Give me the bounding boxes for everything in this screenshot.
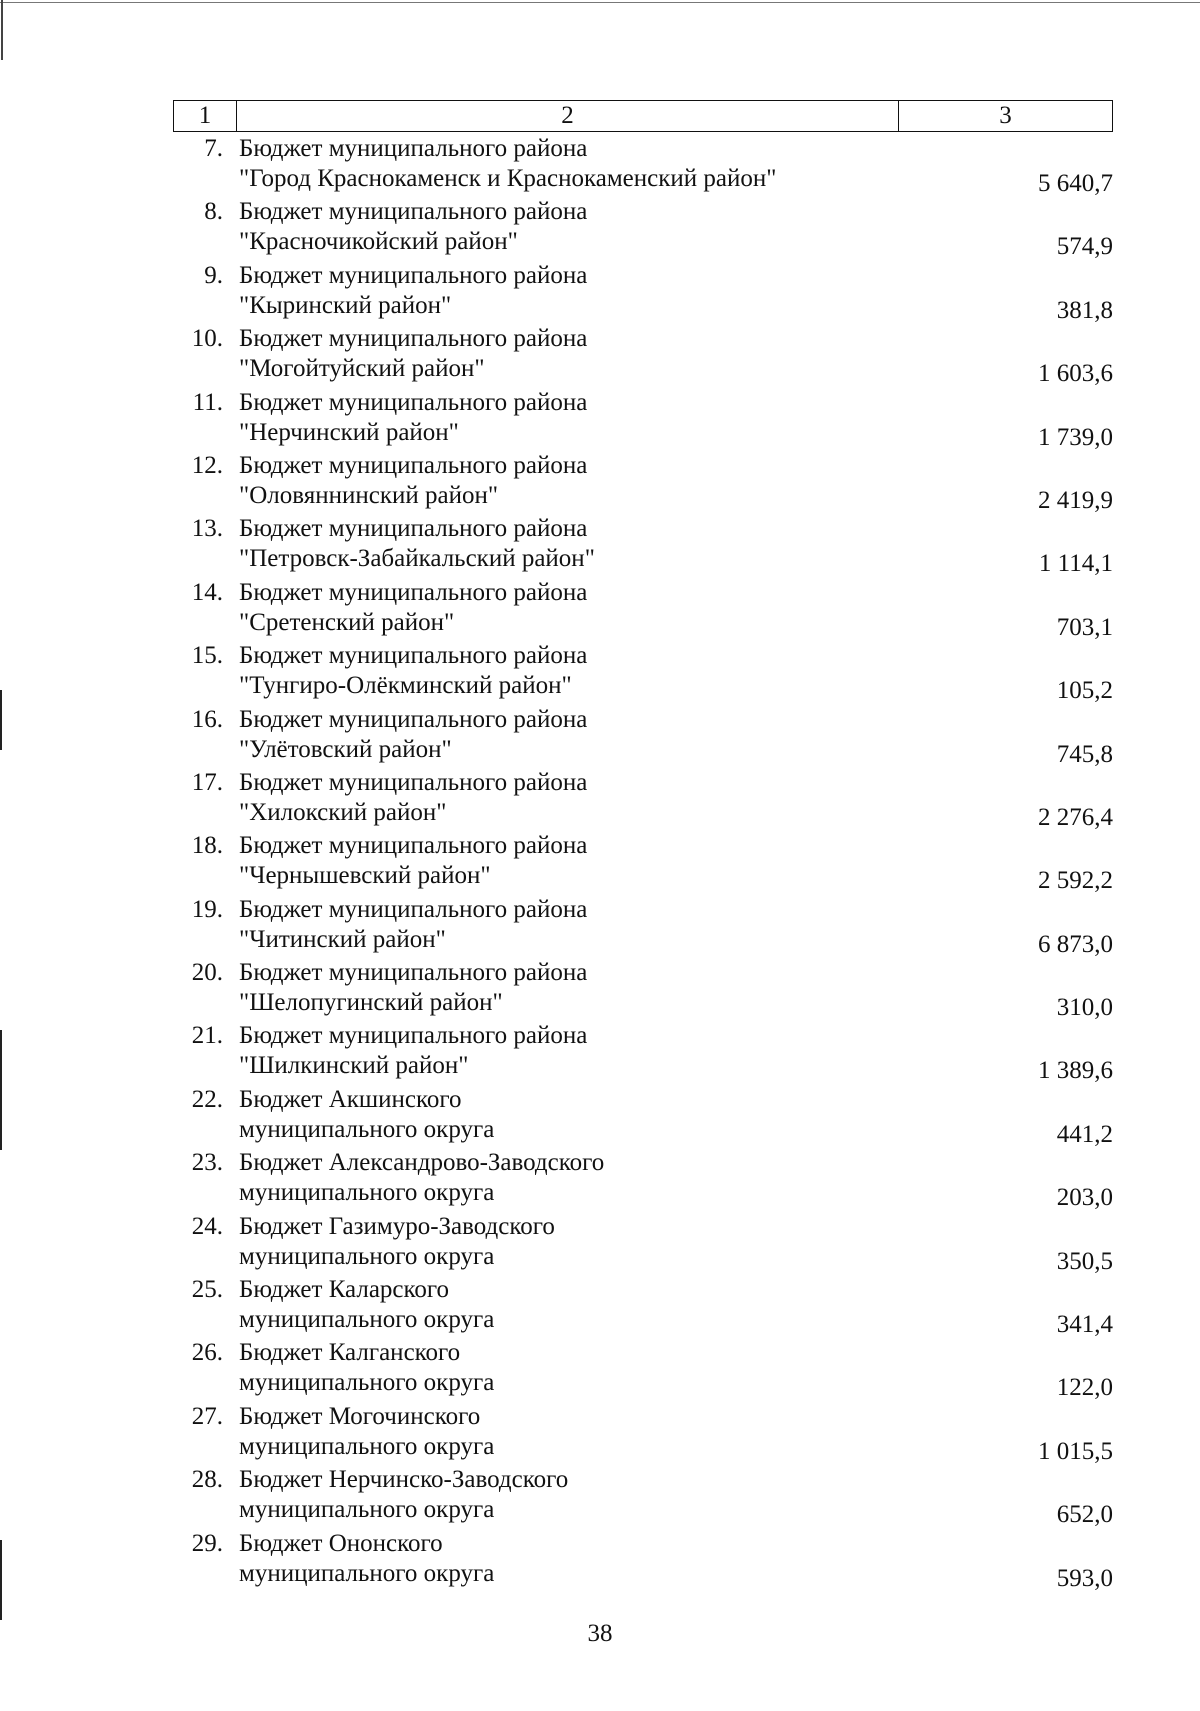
budget-name-line1: Бюджет муниципального района xyxy=(239,1022,588,1050)
budget-name-line1: Бюджет Калганского xyxy=(239,1339,461,1367)
budget-name-line1: Бюджет муниципального района xyxy=(239,642,588,670)
budget-name xyxy=(239,1148,939,1208)
budget-amount: 122,0 xyxy=(1056,1374,1113,1402)
table-row xyxy=(173,324,1113,387)
row-number: 8. xyxy=(204,198,223,226)
budget-amount: 2 592,2 xyxy=(1038,867,1113,895)
column-header-3: 3 xyxy=(999,102,1012,129)
budget-name-line2: "Шилкинский район" xyxy=(239,1052,469,1080)
budget-name xyxy=(239,768,939,828)
budget-name-line2: муниципального округа xyxy=(239,1115,495,1143)
table-row xyxy=(173,641,1113,704)
budget-name-line1: Бюджет муниципального района xyxy=(239,959,588,987)
budget-name-line1: Бюджет муниципального района xyxy=(239,895,588,923)
column-header-1: 1 xyxy=(174,101,237,131)
row-number: 17. xyxy=(191,768,223,796)
budget-list xyxy=(173,134,1113,1592)
budget-name-line2: "Улётовский район" xyxy=(239,735,452,763)
row-number: 21. xyxy=(191,1022,223,1050)
budget-name-line2: "Могойтуйский район" xyxy=(239,355,485,383)
budget-name xyxy=(239,1338,939,1398)
budget-name-line2: "Город Краснокаменск и Краснокаменский район" xyxy=(239,165,777,192)
table-row xyxy=(173,451,1113,514)
table-row xyxy=(173,134,1113,197)
budget-name xyxy=(239,451,939,511)
budget-name-line2: муниципального округа xyxy=(239,1306,495,1334)
budget-name-line2: "Читинский район" xyxy=(239,925,446,953)
budget-name-line1: Бюджет муниципального района xyxy=(239,515,588,543)
budget-amount: 1 114,1 xyxy=(1038,550,1113,578)
row-number: 13. xyxy=(191,515,223,543)
budget-name xyxy=(239,641,939,701)
row-number: 20. xyxy=(191,959,223,987)
budget-amount: 203,0 xyxy=(1056,1184,1113,1212)
budget-name xyxy=(239,1275,939,1335)
budget-amount: 593,0 xyxy=(1056,1564,1113,1592)
row-number: 24. xyxy=(191,1212,223,1240)
row-number: 28. xyxy=(191,1466,223,1494)
budget-name-line1: Бюджет Акшинского xyxy=(239,1085,462,1113)
budget-name-line2: "Чернышевский район" xyxy=(239,862,491,890)
row-number: 19. xyxy=(191,895,223,923)
budget-amount: 703,1 xyxy=(1056,613,1113,641)
budget-name xyxy=(239,1529,939,1589)
budget-name-line2: "Хилокский район" xyxy=(239,798,447,826)
budget-name-line1: Бюджет муниципального района xyxy=(239,451,588,479)
budget-amount: 381,8 xyxy=(1056,296,1113,324)
table-row xyxy=(173,578,1113,641)
budget-name-line1: Бюджет муниципального района xyxy=(239,578,588,606)
budget-name-line2: "Оловяннинский район" xyxy=(239,481,499,509)
table-row xyxy=(173,1021,1113,1084)
column-header-table xyxy=(173,100,1113,132)
scan-edge-left xyxy=(1,0,3,60)
budget-name xyxy=(239,134,939,194)
budget-name xyxy=(239,261,939,321)
row-number: 7. xyxy=(204,135,223,162)
budget-name-line2: "Сретенский район" xyxy=(239,608,455,636)
table-row xyxy=(173,514,1113,577)
budget-name xyxy=(239,1021,939,1081)
row-number: 22. xyxy=(191,1085,223,1113)
row-number: 25. xyxy=(191,1276,223,1304)
row-number: 26. xyxy=(191,1339,223,1367)
table-row xyxy=(173,261,1113,324)
table-row xyxy=(173,1275,1113,1338)
page-number: 38 xyxy=(587,1620,613,1647)
scan-mark xyxy=(0,690,2,750)
budget-amount: 2 419,9 xyxy=(1038,486,1113,514)
budget-name-line2: муниципального округа xyxy=(239,1496,495,1524)
budget-name-line1: Бюджет муниципального района xyxy=(239,261,588,289)
budget-name-line1: Бюджет муниципального района xyxy=(239,768,588,796)
budget-name-line1: Бюджет муниципального района xyxy=(239,325,588,353)
budget-name-line1: Бюджет муниципального района xyxy=(239,198,588,226)
row-number: 16. xyxy=(191,705,223,733)
budget-amount: 310,0 xyxy=(1056,994,1113,1022)
budget-amount: 1 389,6 xyxy=(1038,1057,1113,1085)
row-number: 15. xyxy=(191,642,223,670)
budget-name-line1: Бюджет Каларского xyxy=(239,1276,450,1304)
budget-name xyxy=(239,1212,939,1272)
budget-name xyxy=(239,324,939,384)
budget-name-line2: муниципального округа xyxy=(239,1179,495,1207)
scan-mark xyxy=(0,1540,2,1620)
budget-amount: 1 739,0 xyxy=(1038,423,1113,451)
budget-name xyxy=(239,831,939,891)
budget-amount: 1 015,5 xyxy=(1038,1437,1113,1465)
budget-name-line1: Бюджет Могочинского xyxy=(239,1402,481,1430)
table-row xyxy=(173,1148,1113,1211)
row-number: 18. xyxy=(191,832,223,860)
budget-name xyxy=(239,895,939,955)
table-row xyxy=(173,388,1113,451)
budget-amount: 574,9 xyxy=(1056,233,1113,261)
budget-name-line1: Бюджет Газимуро-Заводского xyxy=(239,1212,555,1240)
budget-name-line2: муниципального округа xyxy=(239,1242,495,1270)
table-row xyxy=(173,1402,1113,1465)
scan-edge-top xyxy=(0,2,1200,3)
table-row xyxy=(173,705,1113,768)
budget-name-line2: "Шелопугинский район" xyxy=(239,989,503,1017)
table-row xyxy=(173,958,1113,1021)
budget-name xyxy=(239,578,939,638)
budget-name-line2: "Нерчинский район" xyxy=(239,418,459,446)
budget-name-line1: Бюджет муниципального района xyxy=(239,832,588,860)
table-row xyxy=(173,197,1113,260)
row-number: 23. xyxy=(191,1149,223,1177)
budget-name xyxy=(239,197,939,257)
budget-amount: 6 873,0 xyxy=(1038,930,1113,958)
budget-name-line1: Бюджет Ононского xyxy=(239,1529,443,1557)
budget-name-line2: "Тунгиро-Олёкминский район" xyxy=(239,672,572,700)
table-row xyxy=(173,1465,1113,1528)
budget-amount: 652,0 xyxy=(1056,1501,1113,1529)
table-row xyxy=(173,1212,1113,1275)
budget-name xyxy=(239,705,939,765)
budget-name xyxy=(239,1465,939,1525)
budget-name-line1: Бюджет муниципального района xyxy=(239,135,588,162)
budget-name-line2: "Красночикойский район" xyxy=(239,228,518,256)
budget-amount: 441,2 xyxy=(1056,1120,1113,1148)
budget-name-line1: Бюджет Нерчинско-Заводского xyxy=(239,1466,569,1494)
row-number: 27. xyxy=(191,1402,223,1430)
table-row xyxy=(173,1338,1113,1401)
budget-name-line1: Бюджет муниципального района xyxy=(239,705,588,733)
table-row xyxy=(173,1085,1113,1148)
table-row xyxy=(173,831,1113,894)
scan-mark xyxy=(0,1030,2,1150)
column-header-2: 2 xyxy=(237,101,899,131)
table-row xyxy=(173,895,1113,958)
row-number: 10. xyxy=(191,325,223,353)
table-row xyxy=(173,768,1113,831)
budget-name xyxy=(239,958,939,1018)
budget-amount: 5 640,7 xyxy=(1038,170,1113,197)
budget-name-line2: муниципального округа xyxy=(239,1369,495,1397)
budget-name xyxy=(239,514,939,574)
budget-name-line1: Бюджет муниципального района xyxy=(239,388,588,416)
budget-amount: 745,8 xyxy=(1056,740,1113,768)
row-number: 29. xyxy=(191,1529,223,1557)
budget-name-line2: муниципального округа xyxy=(239,1432,495,1460)
budget-amount: 1 603,6 xyxy=(1038,360,1113,388)
budget-amount: 105,2 xyxy=(1056,677,1113,705)
budget-amount: 2 276,4 xyxy=(1038,803,1113,831)
budget-name xyxy=(239,388,939,448)
budget-name-line2: "Кыринский район" xyxy=(239,291,452,319)
budget-name-line2: "Петровск-Забайкальский район" xyxy=(239,545,595,573)
row-number: 11. xyxy=(192,388,223,416)
row-number: 12. xyxy=(191,451,223,479)
budget-name-line1: Бюджет Александрово-Заводского xyxy=(239,1149,605,1177)
row-number: 9. xyxy=(204,261,223,289)
budget-amount: 341,4 xyxy=(1056,1311,1113,1339)
budget-name xyxy=(239,1402,939,1462)
budget-name-line2: муниципального округа xyxy=(239,1559,495,1587)
table-row xyxy=(173,1529,1113,1592)
row-number: 14. xyxy=(191,578,223,606)
budget-name xyxy=(239,1085,939,1145)
budget-amount: 350,5 xyxy=(1056,1247,1113,1275)
